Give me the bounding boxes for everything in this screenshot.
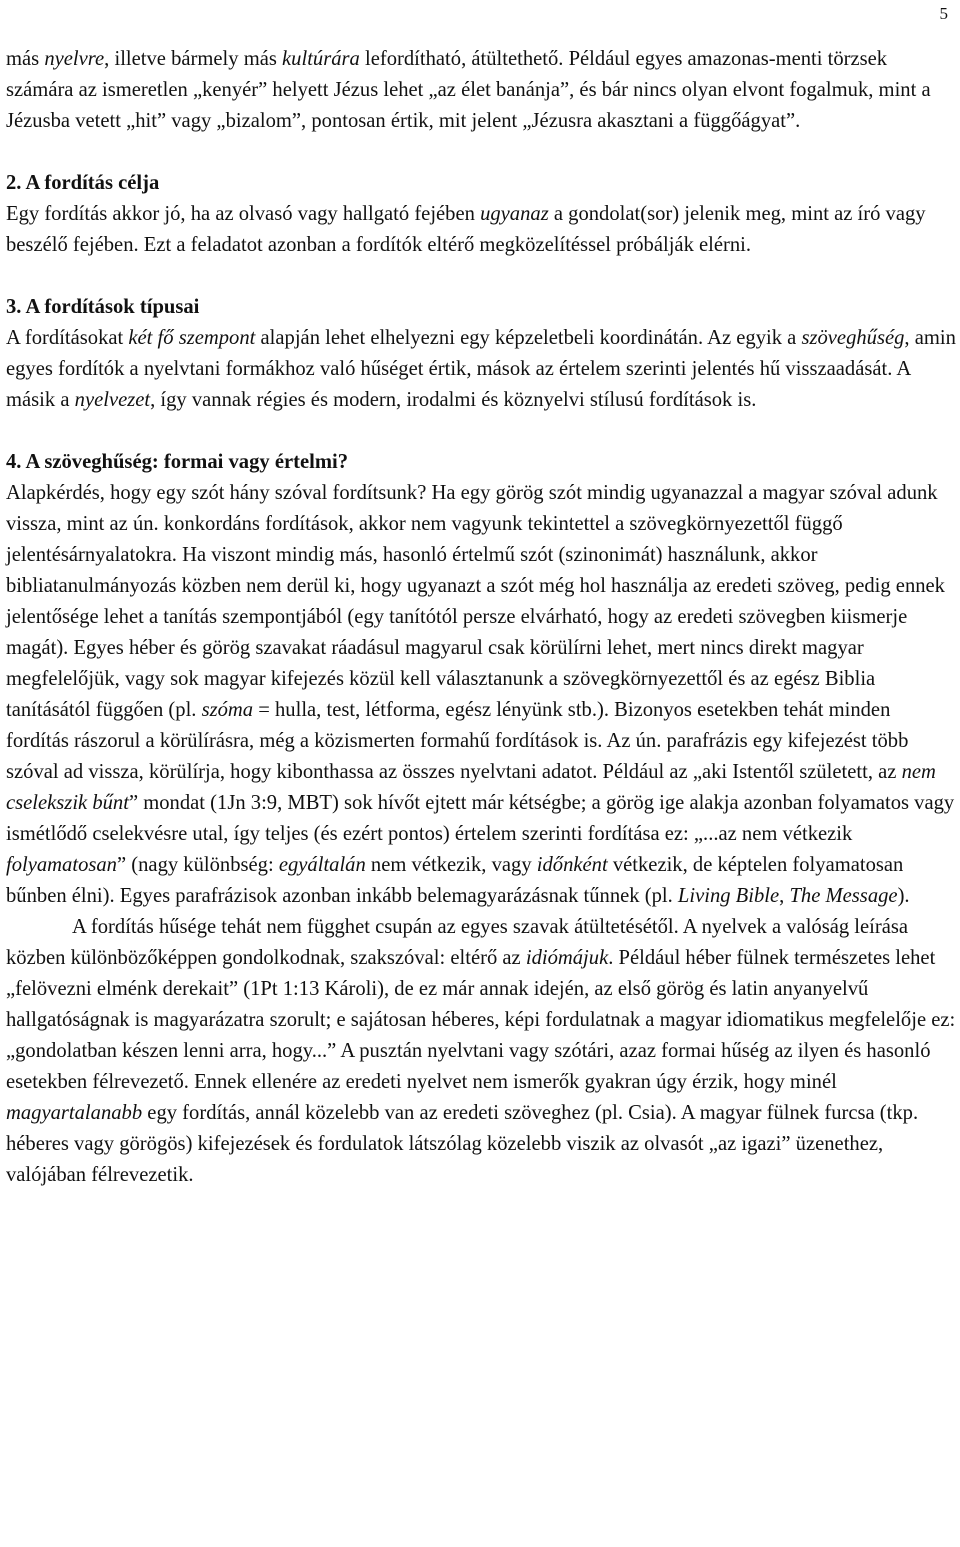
s4-text-7: , [779, 885, 790, 907]
s3-text-4: , így vannak régies és modern, irodalmi és köznyelvi stílusú fordítások is. [150, 389, 757, 411]
s4-emphasis-4: egyáltalán [278, 854, 366, 876]
s3-text-1: A fordításokat [6, 327, 129, 349]
closing-text-2: . Például héber fülnek természetes lehet „felövezni elménk derekait” (1Pt 1:13 Károli), de ez már annak idején, az első görög és latin anyanyelvű hallgatóságnak is magyarázatra szorult; e sajátosan héberes, képi fordulatnak a magyar idiomatikus megfelelője ez: „gondolatban készen lenni arra, hogy...” A pusztán nyelvtani vagy szótári, azaz formai hűség az ilyen és hasonló esetekben félrevezető. Ennek ellenére az eredeti nyelvet nem ismerők gyakran úgy érzik, hogy minél [6, 947, 956, 1093]
s4-text-4: ” (nagy különbség: [116, 854, 279, 876]
s4-text-1: Alapkérdés, hogy egy szót hány szóval fordítsunk? Ha egy görög szót mindig ugyanazzal a magyar szóval adunk vissza, mint az ún. konkordáns fordítások, akkor nem vagyunk tekintettel a szövegkörnyezettől függő jelentésárnyalatokra. Ha viszont mindig más, hasonló értelmű szót (szinonimát) használunk, akkor bibliatanulmányozás közben nem derül ki, hogy ugyanazt a szót még hol használja az eredeti szöveg, pedig ennek jelentősége lehet a tanítás szempontjából (egy tanítótól persze elvárható, hogy az eredeti szövegben kiismerje magát). Egyes héber és görög szavakat ráadásul magyarul csak körülírni lehet, mert nincs direkt magyar megfelelőjük, vagy sok magyar kifejezés közül kell választanunk a szövegkörnyezettől és az egész Biblia tanításától függően (pl. [6, 482, 945, 721]
section-4-heading: 4. A szöveghűség: formai vagy értelmi? [6, 451, 349, 473]
document-body [6, 44, 956, 1191]
section-4-paragraph [6, 478, 956, 912]
intro-text-1: más [6, 48, 45, 70]
s2-emphasis-1: ugyanaz [480, 203, 549, 225]
page-number: 5 [939, 4, 948, 23]
s4-text-3: ” mondat (1Jn 3:9, MBT) sok hívőt ejtett már kétségbe; a görög ige alakja azonban folyamatos vagy ismétlődő cselekvésre utal, így teljes (és ezért pontos) értelem szerinti fordítása ez: „...az nem vétkezik [6, 792, 955, 845]
s4-emphasis-7: The Message [789, 885, 898, 907]
closing-emphasis-2: magyartalanabb [6, 1102, 143, 1124]
intro-emphasis-1: nyelvre [44, 48, 105, 70]
paragraph-gap [6, 137, 956, 168]
s3-text-3: , amin egyes fordítók a nyelvtani formákhoz való hűséget értik, mások az értelem szerinti jelentés hű visszaadását. A másik a [6, 327, 956, 411]
closing-paragraph [6, 912, 956, 1191]
s4-text-6: vétkezik, de képtelen folyamatosan bűnben élni). Egyes parafrázisok azonban inkább belemagyarázásnak tűnnek (pl. [6, 854, 904, 907]
section-3-paragraph [6, 323, 956, 416]
s4-emphasis-5: időnként [536, 854, 608, 876]
s4-emphasis-1: szóma [201, 699, 254, 721]
s3-emphasis-2: szöveghűség [801, 327, 905, 349]
s3-text-2: alapján lehet elhelyezni egy képzeletbeli koordinátán. Az egyik a [255, 327, 802, 349]
s4-emphasis-6: Living Bible [677, 885, 780, 907]
s3-emphasis-3: nyelvezet [74, 389, 151, 411]
intro-text-3: lefordítható, átültethető. Például egyes amazonas-menti törzsek számára az ismeretlen „kenyér” helyett Jézus lehet „az élet banánja”, és bár nincs olyan elvont fogalmuk, mint a Jézusba vetett „hit” vagy „bizalom”, pontosan értik, mit jelent „Jézusra akasztani a függőágyat”. [6, 48, 931, 132]
s2-text-2: a gondolat(sor) jelenik meg, mint az író vagy beszélő fejében. Ezt a feladatot azonban a fordítók eltérő megközelítéssel próbálják elérni. [6, 203, 926, 256]
s2-text-1: Egy fordítás akkor jó, ha az olvasó vagy hallgató fejében [6, 203, 481, 225]
s3-emphasis-1: két fő szempont [128, 327, 256, 349]
closing-text-1: A fordítás hűsége tehát nem függhet csupán az egyes szavak átültetésétől. A nyelvek a valóság leírása közben különbözőképpen gondolkodnak, szakszóval: eltérő az [6, 916, 909, 969]
s4-emphasis-3: folyamatosan [6, 854, 117, 876]
closing-text-3: egy fordítás, annál közelebb van az eredeti szöveghez (pl. Csia). A magyar fülnek furcsa (tkp. héberes vagy görögös) kifejezések és fordulatok látszólag közelebb viszik az olvasót „az igazi” üzenethez, valójában félrevezetik. [6, 1102, 919, 1186]
paragraph-gap [6, 261, 956, 292]
section-2-heading: 2. A fordítás célja [6, 172, 160, 194]
s4-emphasis-2: nem cselekszik bűnt [6, 761, 936, 814]
section-3-heading: 3. A fordítások típusai [6, 296, 200, 318]
intro-text-2: , illetve bármely más [104, 48, 283, 70]
s4-text-5: nem vétkezik, vagy [365, 854, 537, 876]
s4-text-2: = hulla, test, létforma, egész lényünk stb.). Bizonyos esetekben tehát minden fordítás rászorul a körülírásra, még a közismerten formahű fordítások is. Az ún. parafrázis egy kifejezést több szóval ad vissza, körülírja, hogy kibonthassa az összes nyelvtani adatot. Például az „aki Istentől született, az [6, 699, 909, 783]
paragraph-gap [6, 416, 956, 447]
closing-emphasis-1: idiómájuk [525, 947, 609, 969]
intro-emphasis-2: kultúrára [282, 48, 360, 70]
section-2-paragraph [6, 199, 956, 261]
s4-text-8: ). [897, 885, 910, 907]
intro-paragraph [6, 44, 956, 137]
